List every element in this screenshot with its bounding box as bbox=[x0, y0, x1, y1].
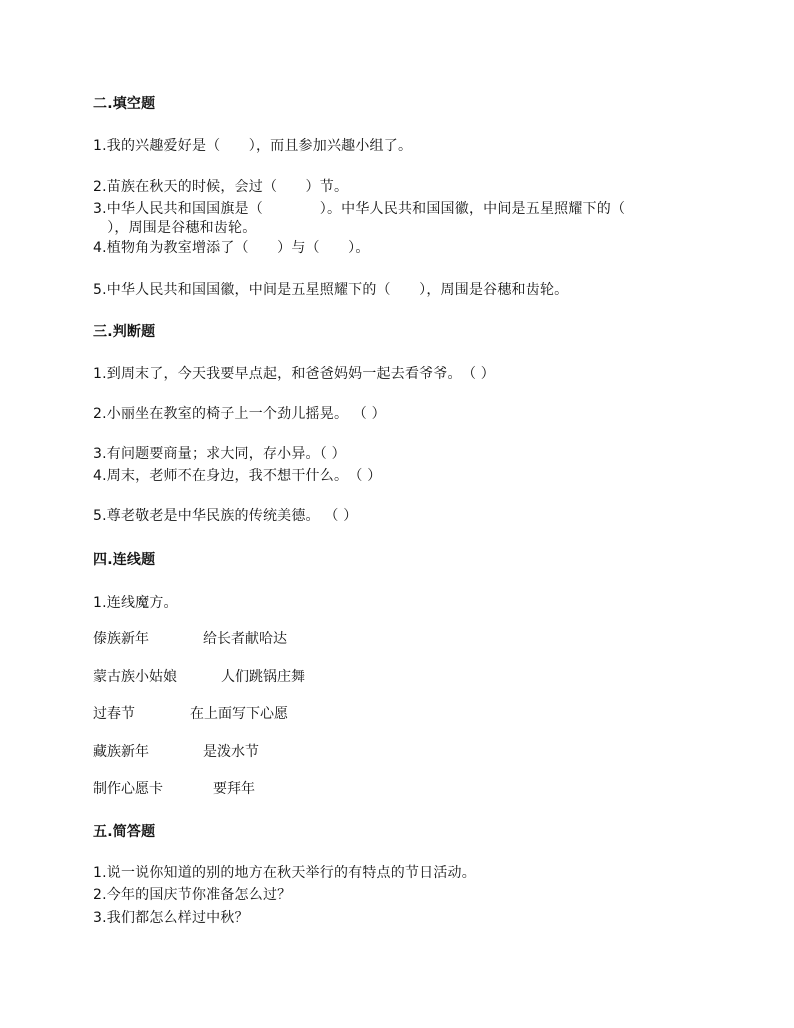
fill-question-3-line-2: ），周围是谷穗和齿轮。 bbox=[93, 220, 257, 236]
judge-question-2: 2.小丽坐在教室的椅子上一个劲儿摇晃。 （ ） bbox=[93, 406, 386, 422]
section-heading-judge: 三.判断题 bbox=[93, 324, 156, 340]
short-question-1: 1.说一说你知道的别的地方在秋天举行的有特点的节日活动。 bbox=[93, 865, 476, 881]
fill-question-4: 4.植物角为教室增添了（ ）与（ ）。 bbox=[93, 240, 370, 256]
match-right-item: 是泼水节 bbox=[203, 744, 259, 760]
judge-question-3: 3.有问题要商量；求大同，存小异。（ ） bbox=[93, 446, 346, 462]
match-left-item: 蒙古族小姑娘 bbox=[93, 669, 177, 685]
short-question-2: 2.今年的国庆节你准备怎么过？ bbox=[93, 887, 292, 903]
judge-question-1: 1.到周末了，今天我要早点起，和爸爸妈妈一起去看爷爷。 （ ） bbox=[93, 366, 496, 382]
match-right-item: 要拜年 bbox=[213, 781, 255, 797]
match-intro: 1.连线魔方。 bbox=[93, 595, 178, 611]
match-right-item: 在上面写下心愿 bbox=[190, 706, 288, 722]
judge-question-5: 5.尊老敬老是中华民族的传统美德。 （ ） bbox=[93, 508, 358, 524]
match-right-item: 人们跳锅庄舞 bbox=[221, 669, 305, 685]
section-heading-match: 四.连线题 bbox=[93, 552, 156, 568]
fill-question-3-line-1: 3.中华人民共和国国旗是（ ）。中华人民共和国国徽，中间是五星照耀下的（ bbox=[93, 201, 626, 217]
match-left-item: 制作心愿卡 bbox=[93, 781, 163, 797]
fill-question-5: 5.中华人民共和国国徽，中间是五星照耀下的（ ），周围是谷穗和齿轮。 bbox=[93, 282, 569, 298]
fill-question-2: 2.苗族在秋天的时候，会过（ ）节。 bbox=[93, 179, 349, 195]
section-heading-fill: 二.填空题 bbox=[93, 96, 156, 112]
judge-question-4: 4.周末，老师不在身边，我不想干什么。 （ ） bbox=[93, 468, 382, 484]
match-right-item: 给长者献哈达 bbox=[203, 631, 287, 647]
match-left-item: 藏族新年 bbox=[93, 744, 149, 760]
short-question-3: 3.我们都怎么样过中秋？ bbox=[93, 910, 249, 926]
fill-question-1: 1.我的兴趣爱好是（ ），而且参加兴趣小组了。 bbox=[93, 138, 413, 154]
section-heading-short: 五.简答题 bbox=[93, 824, 156, 840]
match-left-item: 傣族新年 bbox=[93, 631, 149, 647]
match-left-item: 过春节 bbox=[93, 706, 135, 722]
